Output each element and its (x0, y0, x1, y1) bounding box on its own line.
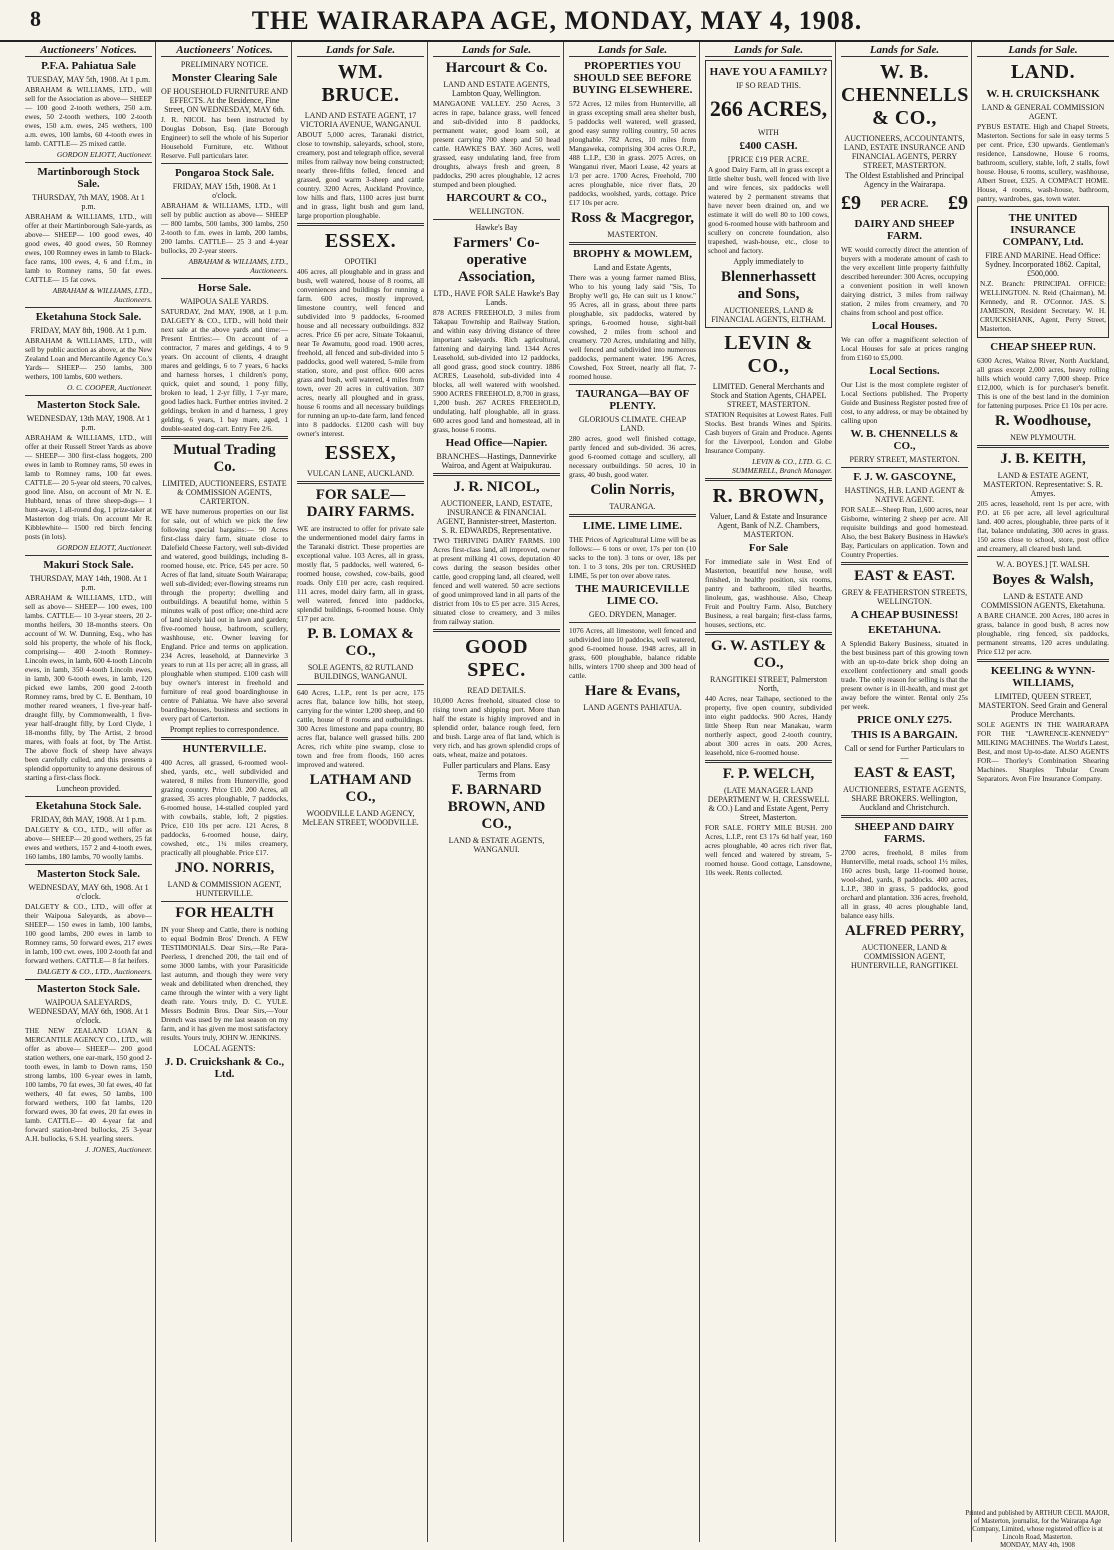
divider (297, 223, 424, 226)
divider (841, 467, 968, 468)
ad-subheading: WOODVILLE LAND AGENCY, McLEAN STREET, WOODVILLE. (302, 809, 419, 827)
ad-body: WE have numerous properties on our list for sale, out of which we pick the few following special bargains:— 90 Acres first-class dairy farm, situate close to Dalefield Cheese Factory, well sub-divided and watered, good buildings, including 8-roomed house, etc. Price, £45 per acre. 50 Acres of flat land, situate South Wairarapa; well sub-divided; ever-flowing streams run through the property; dwelling and outbuildings. A beautiful home, within 5 minutes walk of post office; one-third acre of land nicely laid out in lawn and garden; five-roomed house, bathroom, scullery, washhouse, etc. Owner leaving for England. Price and terms on application. 234 Acres, leasehold, at Dannevirke 3 years to run at 11s per acre; all in grass, all ploughable when stumped. £100 cash will buy owner's interest in freehold and furniture of real good boardinghouse in centre of Pahiatua. We have also several boarding-houses, business and sections in every part of Carterton. (161, 507, 288, 723)
divider (433, 629, 560, 632)
ad-heading: FOR HEALTH (175, 905, 274, 921)
ad-subheading: LAND & COMMISSION AGENT, HUNTERVILLE. (167, 880, 282, 898)
ad-subheading: WELLINGTON. (469, 207, 524, 216)
ad-subheading: PERRY STREET, MASTERTON. (849, 455, 960, 464)
ad-heading: Hare & Evans, (584, 683, 681, 699)
section-heading: Lands for Sale. (433, 44, 560, 57)
ad-body: WE would correctly direct the attention of buyers with a moderate amount of cash to the very excellent little property faithfully described hereunder: 300 Acres, occupying a convenient position in well known dairying district, 3 miles from railway station, 2 miles from creamery, and 70 chains from school and post office. (841, 245, 968, 317)
column-6 (702, 42, 836, 1542)
ad-heading: EAST & EAST, (854, 765, 955, 781)
column-2 (158, 42, 292, 1542)
ad-note: Fuller particulars and Plans. Easy Terms from (442, 761, 551, 779)
ad-subheading: READ DETAILS. (467, 686, 526, 695)
divider (297, 481, 424, 484)
ad-subheading: GEO. DRYDEN, Manager. (588, 610, 677, 619)
section-heading: Auctioneers' Notices. (161, 44, 288, 57)
ad-subheading: HASTINGS, H.B. LAND AGENT & NATIVE AGENT. (844, 486, 965, 504)
ad-heading: LATHAM AND CO., (309, 772, 412, 805)
divider (569, 384, 696, 385)
ad-body: DALGETY & CO., LTD., will offer as above— SHEEP— 20 good wethers, 25 fat ewes and wethers, 157 2 and 4-tooth ewes, 160 lambs, 180 lambs, 70 woolly lambs. (25, 825, 152, 861)
ad-heading: HUNTERVILLE. (182, 743, 267, 755)
ad-subheading: (LATE MANAGER LAND DEPARTMENT W. H. CRESSWELL & CO.) Land and Estate Agent, Perry Street, Masterton. (707, 786, 830, 822)
ad-subheading: LIMITED, AUCTIONEERS, ESTATE & COMMISSION AGENTS, CARTERTON. (162, 479, 287, 506)
divider (25, 796, 152, 797)
ad-body: There was a young farmer named Bliss, Who to his young lady said "Sis, To Brophy we'll go, He can suit us I know." 95 Acres, all in grass, about three parts ploughable, six paddocks, watered by springs, 6-roomed house, sight-bail cowshed, 2 miles from school and creamery. 720 Acres, undulating and hilly, well fenced and subdivided into numerous paddocks, permanent water. 196 Acres, Cowshed, Fox Street, nearly all flat, 7-roomed house. (569, 273, 696, 381)
ad-subheading: VULCAN LANE, AUCKLAND. (306, 469, 415, 478)
divider (161, 278, 288, 279)
ad-subheading: SOLE AGENTS, 82 RUTLAND BUILDINGS, WANGANUI. (307, 663, 414, 681)
ad-body: ABRAHAM & WILLIAMS, LTD., will offer at their Russell Street Yards as above— SHEEP— 300 first-class hoggets, 200 ewes in lamb to Romney rams, 50 ewes in lamb to Romney rams, 100 fat ewes. CATTLE— 20 5-year old steers, 70 calves, good line. Also, on account of Mr N. E. Hubbard, tenas of three sheep-dogs— 1 hunt-away, 1 all-round dog, 1 prize-taker at Masterton dog trials. On account Mr R. Kibblewhite— 1500 red birch fencing posts (in lots). (25, 433, 152, 541)
ad-subheading: LAND AND ESTATE AGENTS, Lambton Quay, Wellington. (443, 80, 550, 98)
ad-heading: Masterton Stock Sale. (37, 868, 140, 880)
ad-heading: W. B. CHENNELLS & CO., (841, 61, 969, 129)
ad-heading: HARCOURT & CO., (446, 192, 547, 204)
section-heading: Lands for Sale. (705, 44, 832, 57)
ad-subheading: RANGITIKEI STREET, Palmerston North, (710, 675, 827, 693)
ad-body: MANGAONE VALLEY. 250 Acres, 3 acres in rape, balance grass, well fenced and sub-divided into 8 paddocks, permanent water, good loam soil, at present carrying 700 sheep and 50 head cattle. HAWKE'S BAY. 360 Acres, well grassed, easy undulating land, free from droughts, always fresh and green, 8 paddocks, 290 acres ploughable, 12 acres stumped and been ploughed. (433, 99, 560, 189)
ad-heading: ESSEX. (324, 230, 397, 252)
ad-body: A Splendid Bakery Business, situated in the best business part of this growing town with an up-to-date brick shop doing an excellent confectionery and small goods trade. The only reason for selling is that the present owner is in ill-health, and must get away before the winter. Rental only 25s per week. (841, 639, 968, 711)
price-label: PER ACRE. (880, 198, 929, 209)
ad-heading: F. J. W. GASCOYNE, (853, 471, 956, 483)
ad-date: THURSDAY, 7th MAY, 1908. At 1 p.m. (32, 193, 145, 211)
ad-heading: J. B. KEITH, (1000, 451, 1086, 467)
ad-heading: Monster Clearing Sale (171, 72, 278, 84)
divider (977, 445, 1109, 448)
ad-signature: J. JONES, Auctioneer. (85, 1145, 152, 1154)
ad-date: WAIPOUA SALEYARDS, WEDNESDAY, MAY 6th, 1908. At 1 o'clock. (28, 998, 149, 1025)
ad-body: 10,000 Acres freehold, situated close to rising town and shipping port. More than half the estate is highly improved and in splendid order, balance rough feed, fern and bush. Large area of flat land, which is very rich, and has grown splendid crops of oats, wheat, maize and potatoes. (433, 696, 560, 759)
ad-subheading: Land and Estate Agents, (593, 263, 672, 272)
ad-note: Luncheon provided. (56, 784, 121, 793)
ad-heading: Masterton Stock Sale. (37, 399, 140, 411)
columns (22, 42, 1112, 1542)
ad-heading: LIME. LIME LIME. (582, 520, 682, 532)
divider (705, 478, 832, 481)
column-4 (430, 42, 564, 1542)
ad-subheading: LTD., HAVE FOR SALE Hawke's Bay Lands. (433, 289, 560, 307)
ad-heading: Mutual Trading Co. (173, 442, 276, 475)
ad-date: WEDNESDAY, MAY 6th, 1908. At 1 o'clock. (28, 883, 149, 901)
ad-body: 205 acres, leasehold, rent 1s per acre, with P.O. at £6 per acre, all level agricultural land. 400 acres, ploughable, three parts of it flat, balance undulating, 300 acres in grass. 150 acres close to school, store, post office and creamery, all cleared bush land. (977, 499, 1109, 553)
ad-body: TWO THRIVING DAIRY FARMS. 100 Acres first-class land, all improved, owner at present milking 41 cows, deputation 40 cows during the season besides other cattle, good cropping land, all cleared, well fenced and well watered. 50 acre sections of good unimproved land in all parts of the district from 10s to £5 per acre. 315 Acres, situated close to creamery, and 3 miles from railway station. (433, 536, 560, 626)
divider (841, 815, 968, 818)
ad-body: DALGETY & CO., LTD., will offer at their Waipoua Saleyards, as above— SHEEP— 150 ewes in lamb, 100 lambs, 100 good lambs, 200 ewes in lamb to Romney rams, 50 forward ewes, 217 ewes in lamb, 100 cwt. ewes, 100 2-tooth fat and forward wethers. CATTLE— 8 fat heifers. (25, 902, 152, 965)
ad-heading: GOOD SPEC. (464, 636, 529, 681)
ad-heading: THIS IS A BARGAIN. (851, 729, 958, 741)
ad-heading: Makuri Stock Sale. (43, 559, 134, 571)
ad-body: ABRAHAM & WILLIAMS, LTD., will sell by public auction as above— SHEEP— 800 lambs, 500 lambs, 300 lambs, 250 2-tooth to f.m. ewes in lamb, 200 lambs, 200 lambs. CATTLE— 25 3 and 4-year bullocks, 20 2-year steers. (161, 201, 288, 255)
ad-heading: P.F.A. Pahiatua Sale (41, 60, 136, 72)
ad-note: Prompt replies to correspondence. (169, 725, 280, 734)
ad-signature: DALGETY & CO., LTD., Auctioneers. (37, 967, 152, 976)
ad-heading: DAIRY AND SHEEP FARM. (854, 218, 955, 242)
divider (25, 395, 152, 396)
ad-heading: Martinborough Stock Sale. (37, 166, 140, 190)
imprint-date: MONDAY, MAY 4th, 1908 (1000, 1542, 1075, 1549)
ad-kicker: W. A. BOYES.] [T. WALSH. (996, 560, 1090, 569)
ad-body: THE Prices of Agricultural Lime will be as follows:— 6 tons or over, 17s per ton (10 sacks to the ton). 3 tons or over, 18s per ton. 1 to 3 tons, 20s per ton. CRUSHED LIME, 5s per ton over above rates. (569, 535, 696, 580)
ad-heading: LAND. (1010, 61, 1076, 83)
ad-heading: R. Woodhouse, (994, 413, 1091, 429)
insurance-ad (977, 206, 1109, 338)
ad-body: SATURDAY, 2nd MAY, 1908, at 1 p.m. DALGETY & CO., LTD., will hold their next sale at the above yards and time:— Present Entries:— On account of a contractor, 7 mares and geldings, 4 to 9 years. On account of clients, 4 draught mares and geldings, 6 to 7 years, 6 hacks and harness horses, 1 children's pony, quick, quiet and sound, 1 pony filly, broken to lead, 1 2-yr filly, 1 7-yr mare, good ladies hack. Further entries invited. 2 geldings, broken in and d harness, 1 grey gelding, 6 years, 1 bay mare, aged, 1 double-seated dog-cart. Entry Fee 2/6. (161, 307, 288, 433)
divider (25, 555, 152, 556)
ad-note: Apply immediately to (733, 257, 804, 266)
divider (841, 562, 968, 565)
ad-heading: J. D. Cruickshank & Co., Ltd. (164, 1056, 285, 1080)
ad-signature: GORDON ELIOTT, Auctioneer. (56, 543, 152, 552)
column-8 (974, 42, 1112, 1542)
ad-heading: FOR SALE—DAIRY FARMS. (306, 487, 415, 520)
ad-subheading: AUCTIONEERS, ESTATE AGENTS, SHARE BROKERS. Wellington, Auckland and Christchurch. (843, 785, 966, 812)
ad-heading: Local Sections. (869, 365, 940, 377)
section-heading: Lands for Sale. (977, 44, 1109, 57)
ad-subheading: TAURANGA. (609, 502, 656, 511)
ad-heading: Harcourt & Co. (445, 60, 548, 76)
ad-heading: CHEAP SHEEP RUN. (990, 341, 1096, 353)
ad-heading: W. B. CHENNELLS & CO., (850, 428, 959, 452)
ad-heading: Local Houses. (871, 320, 938, 332)
ad-body: We can offer a magnificent selection of Local Houses for sale at prices ranging from £160 to £5,000. (841, 335, 968, 362)
divider (569, 622, 696, 623)
ad-heading: Ross & Macgregor, (571, 210, 694, 226)
ad-subheading: OPOTIKI (344, 257, 377, 266)
ad-heading: J. R. NICOL, (453, 479, 540, 495)
newspaper-title: THE WAIRARAPA AGE, MONDAY, MAY 4, 1908. (251, 6, 863, 35)
ad-subheading: NEW PLYMOUTH. (1010, 433, 1076, 442)
ad-note: BRANCHES—Hastings, Dannevirke Wairoa, and Agent at Waipukurau. (436, 452, 557, 470)
ad-date: FRIDAY, 8th MAY, 1908. At 1 p.m. (31, 815, 146, 824)
divider (161, 901, 288, 902)
divider (977, 659, 1109, 662)
divider (569, 514, 696, 517)
ad-subheading: Valuer, Land & Estate and Insurance Agent, Bank of N.Z. Chambers, MASTERTON. (709, 512, 828, 539)
ad-note: The Oldest Established and Principal Agency in the Wairarapa. (845, 171, 964, 189)
ad-body: 1076 Acres, all limestone, well fenced and subdivided into 10 paddocks, well watered, good 6-roomed house. 1948 acres, all in grass, 600 ploughable, balance ridable hills, winters 1700 sheep and 300 head of cattle. (569, 626, 696, 680)
ad-price-note: [PRICE £19 PER ACRE. (728, 155, 809, 164)
ad-heading: JNO. NORRIS, (174, 860, 275, 876)
divider (569, 242, 696, 245)
ad-body: 440 Acres, near Taihape, sectioned to the property, five open country, subdivided into eight paddocks. 900 Acres, Handy little Sheep Run near Manakau, warm northerly aspect, good 2-tooth country, about 300 acres in oats. 200 Acres, leasehold, nice 6-roomed house. (705, 694, 832, 757)
ad-heading: WM. BRUCE. (321, 61, 400, 106)
ad-body: PYBUS ESTATE. High and Chapel Streets, Masterton. Sections for sale in easy terms 5 per cent. Price, £30 upwards. Gentleman's residence, Lansdowne, House 6 rooms, bathroom, scullery, stable, loft, 2 stalls, fowl house. House, 6 rooms, scullery, washhouse, Albert Street, £325. A COMPACT HOME. House, 4 rooms, wash-house, bathroom, pantry, wardrobes, gas, town water. (977, 122, 1109, 203)
ad-heading: P. B. LOMAX & CO., (307, 626, 414, 659)
divider (433, 219, 560, 220)
ad-subheading: LAND AND ESTATE AGENT, 17 VICTORIA AVENUE, WANGANUI. (300, 111, 421, 129)
divider (161, 436, 288, 439)
ad-heading: For Sale (748, 542, 789, 554)
price-banner (841, 192, 968, 215)
ad-price: £400 CASH. (739, 140, 798, 152)
ad-heading: G. W. ASTLEY & CO., (711, 638, 826, 671)
ad-heading: Farmers' Co-operative Association, (453, 235, 540, 285)
ad-heading: ESSEX, (324, 442, 397, 464)
ad-heading: Eketahuna Stock Sale. (35, 311, 142, 323)
ad-subheading: FIRE AND MARINE. Head Office: Sydney. Incorporated 1862. Capital, £500,000. (985, 251, 1101, 278)
ad-subheading: GLORIOUS CLIMATE. CHEAP LAND. (578, 415, 687, 433)
column-7 (838, 42, 972, 1542)
price-right: £9 (947, 192, 968, 214)
ad-body: N.Z. Branch: PRINCIPAL OFFICE: WELLINGTON. N. Reid (Chairman), M. Kennedy, and R. O'Connor. JAS. S. JAMESON, Resident Secretary. W. H. CRUICKSHANK, Agent, Perry Street, Masterton. (980, 279, 1106, 333)
ad-subheading: GREY & FEATHERSTON STREETS, WELLINGTON. (841, 588, 968, 606)
ad-body: ABRAHAM & WILLIAMS, LTD., will offer at their Martinborough Sale-yards, as above— SHEEP— 100 good ewes, 40 good ewes, 40 good ewes, 50 Romney ewes, 100 Romney ewes in lamb to Black-face rams, 100 ewes, 4, 6 and f.f.m., in lamb to Romney rams, 50 fat ewes. CATTLE— 15 fat cows. (25, 212, 152, 284)
ad-body: WE are instructed to offer for private sale the undermentioned model dairy farms in the Taranaki district. These properties are exceptional value. 103 Acres, all in grass, mostly flat, 5 paddocks, well watered, 6-roomed house, cowshed, cow-bails, good roads. Only £10 per acre, cash required. 111 acres, model dairy farm, all in grass, well watered, fenced into paddocks, splendid buildings, 6-roomed house. Only £17 per acre. (297, 524, 424, 623)
ad-subheading: LAND & ESTATE AND COMMISSION AGENTS, Eketahuna. (981, 592, 1105, 610)
ad-signature: GORDON ELIOTT, Auctioneer. (56, 150, 152, 159)
ad-heading: Boyes & Walsh, (992, 572, 1094, 588)
ad-kicker: Hawke's Bay (475, 223, 518, 232)
ad-heading: Masterton Stock Sale. (37, 983, 140, 995)
ad-heading: F. BARNARD BROWN, AND CO., (447, 782, 546, 832)
ad-body: ABRAHAM & WILLIAMS, LTD., will sell as above— SHEEP— 100 ewes, 100 lambs. CATTLE— 10 3-year steers, 20 2-months heifers, 30 18-months steers. On account of W. W. Dunning, Esq., who has sold his property, the whole of his flock, comprising— 400 2-tooth Romney-Lincoln ewes, in lamb, 600 4-tooth Lincoln ewes, in lamb, 350 4-tooth Lincoln ewes, in lamb, 300 6-tooth ewes, in lamb, 120 picked ewe lambs, 200 good 2-tooth Romney rams, bred by C. E. Bentham, 10 mother reared weaners, 1 five-year half-draught filly, by Commonwealth, 1 five-year half-draught filly, by Lord Clyde, 1 18-months filly, by The Artist, 2 brood mares, with foals at foot, by The Artist. The above flock of sheep have always been carefully culled, and this presents a splendid opportunity to anyone desirous of starting a first-class flock. (25, 593, 152, 782)
ad-body: IN your Sheep and Cattle, there is nothing to equal Bodmin Bros' Drench. A FEW TESTIMONIALS. Dear Sirs,—Re Para-Peerless, I drenched 200, the tail end of some 3000 lambs, with your Parasiticide last autumn, and though they were very weak and debilitated when drenched, they came through the winter with a very light death rate. Yours truly, D. C. YULE. Messrs Bodmin Bros. Dear Sirs,—Your Drench was used by me last season on my farm, and it has given me most satisfactory results. Yours truly, JOHN W. JENKINS. (161, 925, 288, 1042)
ad-heading: LEVIN & CO., (724, 332, 813, 377)
ad-heading: ALFRED PERRY, (845, 923, 964, 939)
ad-subheading: WAIPOUA SALE YARDS. (180, 297, 269, 306)
divider (161, 163, 288, 164)
ad-subheading: IF SO READ THIS. (736, 81, 801, 90)
ad-heading: R. BROWN, (712, 485, 825, 507)
ad-price: PRICE ONLY £275. (857, 714, 952, 726)
ad-subheading: AUCTIONEER, LAND, ESTATE, INSURANCE & FINANCIAL AGENT, Bannister-street, Masterton. S. R. EDWARDS, Representative. (436, 499, 557, 535)
ad-subheading: OF HOUSEHOLD FURNITURE AND EFFECTS. At the Residence, Fine Street, ON WEDNESDAY, MAY 6th. (161, 87, 288, 114)
ad-body: 400 Acres, all grassed, 6-roomed wool-shed, yards, etc., well subdivided and watered, 8 miles from Hunterville, good grazing country. Price £10. 200 Acres, all grassed, 35 acres ploughable, 7 paddocks, 6-roomed house, 14-stalled coupled yard with cowbails, stable, loft, 2 pigsties. Price, £10 10s per acre. 121 Acres, 8 paddocks, 6-roomed house, dairy, cowshed, etc., 1¼ miles creamery, practically all ploughable. Price £17. (161, 758, 288, 857)
ad-body: FOR SALE—Sheep Run, 1,600 acres, near Gisborne, wintering 2 sheep per acre. All requisite buildings and good homestead. Also, the best Bakery Business in Hawke's Bay, Particulars on application. Town and Country Properties. (841, 505, 968, 559)
imprint (965, 1510, 1110, 1550)
ad-kicker: PRELIMINARY NOTICE. (180, 60, 269, 69)
ad-heading: HAVE YOU A FAMILY? (709, 66, 828, 78)
ad-heading: Pongaroa Stock Sale. (174, 167, 275, 179)
ad-body: 2700 acres, freehold, 8 miles from Hunterville, metal roads, school 1½ miles, 160 acres bush, large 11-roomed house, wool-shed, yards, 8 paddocks. 400 acres, L.I.P., 380 in grass, 5 paddocks, good orchard and plantation. 336 acres, freehold, all in grass, 40 acres ploughable land, balance easy hills. (841, 848, 968, 920)
ad-body: ABRAHAM & WILLIAMS, LTD., will sell by public auction as above, at the New Zealand Loan and Mercantile Agency Co.'s Yards— SHEEP— 250 lambs, 300 wethers, 100 lambs, 600 wethers. (25, 336, 152, 381)
column-3 (294, 42, 428, 1542)
ad-body: THE NEW ZEALAND LOAN & MERCANTILE AGENCY CO., LTD., will offer as above— SHEEP— 200 good station wethers, one ear-mark, 150 good 2-tooth ewes, in lamb to Down rams, 150 strong lambs, 100 6-year ewes in lamb, 100 lambs, 70 fat ewes, 30 fat ewes, 40 fat wethers, 40 fat ewes, 50 lambs, 100 forward wethers, 100 fat lambs, 120 forward ewes, 30 fat ewes, 20 fat ewes in lamb. CATTLE— 40 4-year fat and forward station-bred bullocks, 25 3-year A.H. bullocks, 6 S.H. yearling steers. (25, 1026, 152, 1143)
divider (433, 473, 560, 476)
ad-date: FRIDAY, MAY 8th, 1908. At 1 p.m. (30, 326, 147, 335)
divider (25, 979, 152, 980)
ad-body: A BARE CHANCE. 200 Acres, 180 acres in grass, balance in good bush, 8 acres now ploughable, ring fenced, six paddocks, permanent streams, 120 acres undulating. Price £12 per acre. (977, 611, 1109, 656)
ad-subheading: LAND & ESTATE AGENTS, WANGANUI. (448, 836, 545, 854)
ad-body: FOR SALE. FORTY MILE BUSH. 200 Acres, L.I.P., rent £3 17s 6d half year, 160 acres ploughable, 40 acres rich river flat, well fenced and watered by stream, 5-roomed house. Good cottage, Lansdowne, 10s week. Rents collected. (705, 823, 832, 877)
ad-body: 640 Acres, L.I.P., rent 1s per acre, 175 acres flat, balance low hills, hot steep, carrying for the winter 1,200 sheep, and 60 cattle, house of 8 rooms and outbuildings. 300 Acres limestone and papa country, 80 acres flat, balance well grassed hills. 200 Acres, rich white pine swamp, close to town and free from floods, 160 acres improved and watered. (297, 688, 424, 769)
ad-subheading: AUCTIONEERS, ACCOUNTANTS, LAND, ESTATE INSURANCE AND FINANCIAL AGENTS, PERRY STREET, MASTERTON. (843, 134, 966, 170)
ad-heading: SHEEP AND DAIRY FARMS. (854, 821, 955, 845)
ad-heading: EKETAHUNA. (868, 624, 941, 636)
ad-body: SOLE AGENTS IN THE WAIRARAPA FOR THE "LAWRENCE-KENNEDY" MILKING MACHINES. The World's Latest, Best, and most Up-to-date. ALSO AGENTS FOR— Thorley's Combination Shearing Machines. Sharples Tubular Cream Separators. Avon Fire Insurance Company. (977, 720, 1109, 783)
ad-body: ABOUT 5,000 acres, Taranaki district, close to township, saleyards, school, store, creamery, post and telegraph office, several miles from railway now being constructed; nearly three-fifths felled, fenced and grassed, good warm 3-sheep and cattle country. 3200 Acres, Auckland Province, low hills and flats, 1100 acres just burnt and in grass, light bush and gum land, large proportion ploughable. (297, 130, 424, 220)
column-1 (22, 42, 156, 1542)
column-5 (566, 42, 700, 1542)
ad-subheading: LIMITED, QUEEN STREET, MASTERTON. Seed Grain and General Produce Merchants. (978, 692, 1108, 719)
ad-body: A good Dairy Farm, all in grass except a little shelter bush, well fenced with live and wire fences, six paddocks well watered by 2 permanent streams that have never been drained on, and we estimate it will do well 80 to 100 cows, good 6-roomed house with bathroom and scullery on concrete foundation, also trapeshed, wash-house, etc., close to school and factory. (708, 165, 829, 255)
ad-heading: PROPERTIES YOU SHOULD SEE BEFORE BUYING ELSEWHERE. (572, 60, 693, 96)
ad-body: For immediate sale in West End of Masterton, beautiful new house, well finished, in healthy position, six rooms, pantry and bathroom, tiled hearths, linoleum, gas, washhouse. Also, Cheap Fruit and Poultry Farm. Also, Butchery Business, a real bargain; first-class farms, houses, sections, etc. (705, 557, 832, 629)
ad-heading: KEELING & WYNN-WILLIAMS, (990, 665, 1096, 689)
divider (25, 162, 152, 163)
ad-body: 572 Acres, 12 miles from Hunterville, all in grass excepting small area shelter bush, 5 paddocks well watered, well grassed, good easy sunny rolling country, 50 acres ploughable. 782 Acres, 10 miles from Mangaweka, comprising 304 acres O.R.P., 488 L.I.P., £30 in grass. 2075 Acres, on Wanganui river, Maori Lease, 42 years at 1/3 per acre. 1700 Acres, Freehold, 700 acres ploughable, nice river flats, 20 paddocks, woolshed, yards, cottage. Price £17 10s per acre. (569, 99, 696, 207)
ad-headline: 266 ACRES, (709, 96, 828, 121)
ad-subheading: LAND AGENTS PAHIATUA. (583, 703, 682, 712)
ad-subheading: AUCTIONEER, LAND & COMMISSION AGENT, HUNTERVILLE, RANGITIKEI. (850, 943, 959, 970)
ad-subheading: W. H. CRUICKSHANK (986, 88, 1100, 100)
ad-note: Call or send for Further Particulars to— (844, 744, 965, 762)
section-heading: Auctioneers' Notices. (25, 44, 152, 57)
ad-body: 6300 Acres, Waitoa River, North Auckland, all grass except 2,000 acres, heavy rolling hills which would carry 7,000 sheep. Price £12,000, which is for purchaser's benefit. This is one of the best land in the dominion for fattening purposes. Price £1 10s per acre. (977, 356, 1109, 410)
divider (25, 864, 152, 865)
ad-heading: THE MAURICEVILLE LIME CO. (575, 583, 690, 607)
section-heading: Lands for Sale. (297, 44, 424, 57)
ad-body: J. R. NICOL has been instructed by Douglas Dobson, Esq. (late Borough Engineer) to sell the whole of his Superior Household Furniture, etc. Without Reserve. Full particulars later. (161, 115, 288, 160)
ad-subheading: LIMITED. General Merchants and Stock and Station Agents, CHAPEL STREET, MASTERTON. (710, 382, 827, 409)
ad-heading: BROPHY & MOWLEM, (572, 248, 693, 260)
ad-subheading: WITH (758, 128, 779, 137)
ad-date: THURSDAY, MAY 14th, 1908. At 1 p.m. (29, 574, 148, 592)
ad-heading: EAST & EAST. (854, 568, 955, 584)
ad-body: 280 acres, good well finished cottage, partly fenced and sub-divided. 36 acres, good 6-roomed cottage and scullery, all necessary outbuildings. 50 acres, 10 in grass, 40 bush, good water. (569, 434, 696, 479)
ad-heading: Eketahuna Stock Sale. (35, 800, 142, 812)
divider (297, 684, 424, 685)
ad-heading: A CHEAP BUSINESS! (850, 609, 959, 621)
section-heading: Lands for Sale. (841, 44, 968, 57)
ad-subheading: MASTERTON. (607, 230, 658, 239)
ad-body: 878 ACRES FREEHOLD, 3 miles from Takapau Township and Railway Station, and within easy driving distance of three important saleyards. Rich agricultural, fattening and dairying land. 1344 Acres Leasehold, sub-divided into 12 paddocks, all good grass, good stock country. 1886 ACRES, Leasehold, sub-divided into 4 blocks, all well watered with woolshed. 5900 ACRES FREEHOLD, 8,700 in grass, 1,200 bush. 267 ACRES FREEHOLD, undulating, half ploughable, all in grass. 600 acres good land and homestead, all in grass, house 6 rooms. (433, 308, 560, 434)
ad-body: Our List is the most complete register of Local Sections published. The Property Guide and Business Register posted free of cost, to any address, or may be obtained by calling upon (841, 380, 968, 425)
page-number: 8 (30, 6, 41, 31)
ad-subheading: AUCTIONEERS, LAND & FINANCIAL AGENTS, ELTHAM. (711, 306, 826, 324)
section-heading: Lands for Sale. (569, 44, 696, 57)
divider (977, 556, 1109, 557)
ad-heading: Horse Sale. (197, 282, 252, 294)
ad-body: STATION Requisites at Lowest Rates. Full Stocks. Best brands Wines and Spirits. Cash buyers of Grain and Produce. Agents for the Liverpool, London and Globe Insurance Company. (705, 410, 832, 455)
family-ad (705, 60, 832, 328)
ad-signature: O. C. COOPER, Auctioneer. (66, 383, 152, 392)
ad-body: 406 acres, all ploughable and in grass and bush, well watered, house of 8 rooms, all conveniences and buildings for running a farm. 600 acres, mostly improved, limestone country, well fenced and subdivided into 9 paddocks, 6-roomed house and all necessary outbuildings. 832 acres. Price £6 per acre, Situate Tokaanui, near Te Awamutu, good road. 1900 acres, freehold, all fenced and sub-divided into 5 paddocks, good well watered, 5-mile from station, store, and post office. 600 acres grass and bush, well watered, 4 miles from town, over 20 acres in cultivation. 307 acres, nearly all ploughed and in grass, house 6 rooms and all necessary buildings for running an up-to-date farm, land fenced into 8 paddocks. £1200 cash will buy owner's interest. (297, 267, 424, 438)
ad-signature: LEVIN & CO., LTD. G. C. SUMMERELL, Branch Manager. (732, 457, 832, 475)
ad-date: WEDNESDAY, 13th MAY, 1908. At 1 p.m. (26, 414, 151, 432)
ad-date: FRIDAY, MAY 15th, 1908. At 1 o'clock. (172, 182, 277, 200)
ad-heading: F. P. WELCH, (722, 766, 815, 782)
ad-heading: TAURANGA—BAY OF PLENTY. (575, 388, 690, 412)
ad-body: ABRAHAM & WILLIAMS, LTD., will sell for the Association as above— SHEEP— 100 good 2-tooth wethers, 250 a.m. ewes, 50 2-tooth wethers, 100 2-tooth ewes, 150 a.m. ewes, 245 wethers, 100 a.m. ewes, 100 lambs, 60 4-tooth ewes in lamb. CATTLE— 25 mixed cattle. (25, 85, 152, 148)
ad-heading: THE UNITED INSURANCE COMPANY, Ltd. (1002, 212, 1084, 248)
ad-note: Head Office—Napier. (445, 437, 548, 449)
ad-heading: Blennerhassett and Sons, (721, 269, 816, 302)
divider (705, 760, 832, 763)
ad-date: TUESDAY, MAY 5th, 1908. At 1 p.m. (26, 75, 151, 84)
ad-subheading: LAND & GENERAL COMMISSION AGENT. (981, 103, 1105, 121)
ad-subheading: LAND & ESTATE AGENT, MASTERTON. Representative: S. R. Amyes. (983, 471, 1103, 498)
masthead (0, 0, 1114, 42)
ad-heading: Colin Norris, (590, 482, 675, 498)
divider (705, 632, 832, 635)
ad-signature: ABRAHAM & WILLIAMS, LTD., Auctioneers. (52, 286, 152, 304)
imprint-text: Printed and published by ARTHUR CECIL MAJOR, of Masterton, journalist, for the Wairarapa Age Company, Limited, whose registered office is at Lincoln Road, Masterton. (965, 1510, 1110, 1541)
divider (25, 307, 152, 308)
divider (161, 737, 288, 740)
ad-note: LOCAL AGENTS: (193, 1044, 256, 1053)
ad-signature: ABRAHAM & WILLIAMS, LTD., Auctioneers. (188, 257, 288, 275)
price-left: £9 (841, 192, 861, 214)
